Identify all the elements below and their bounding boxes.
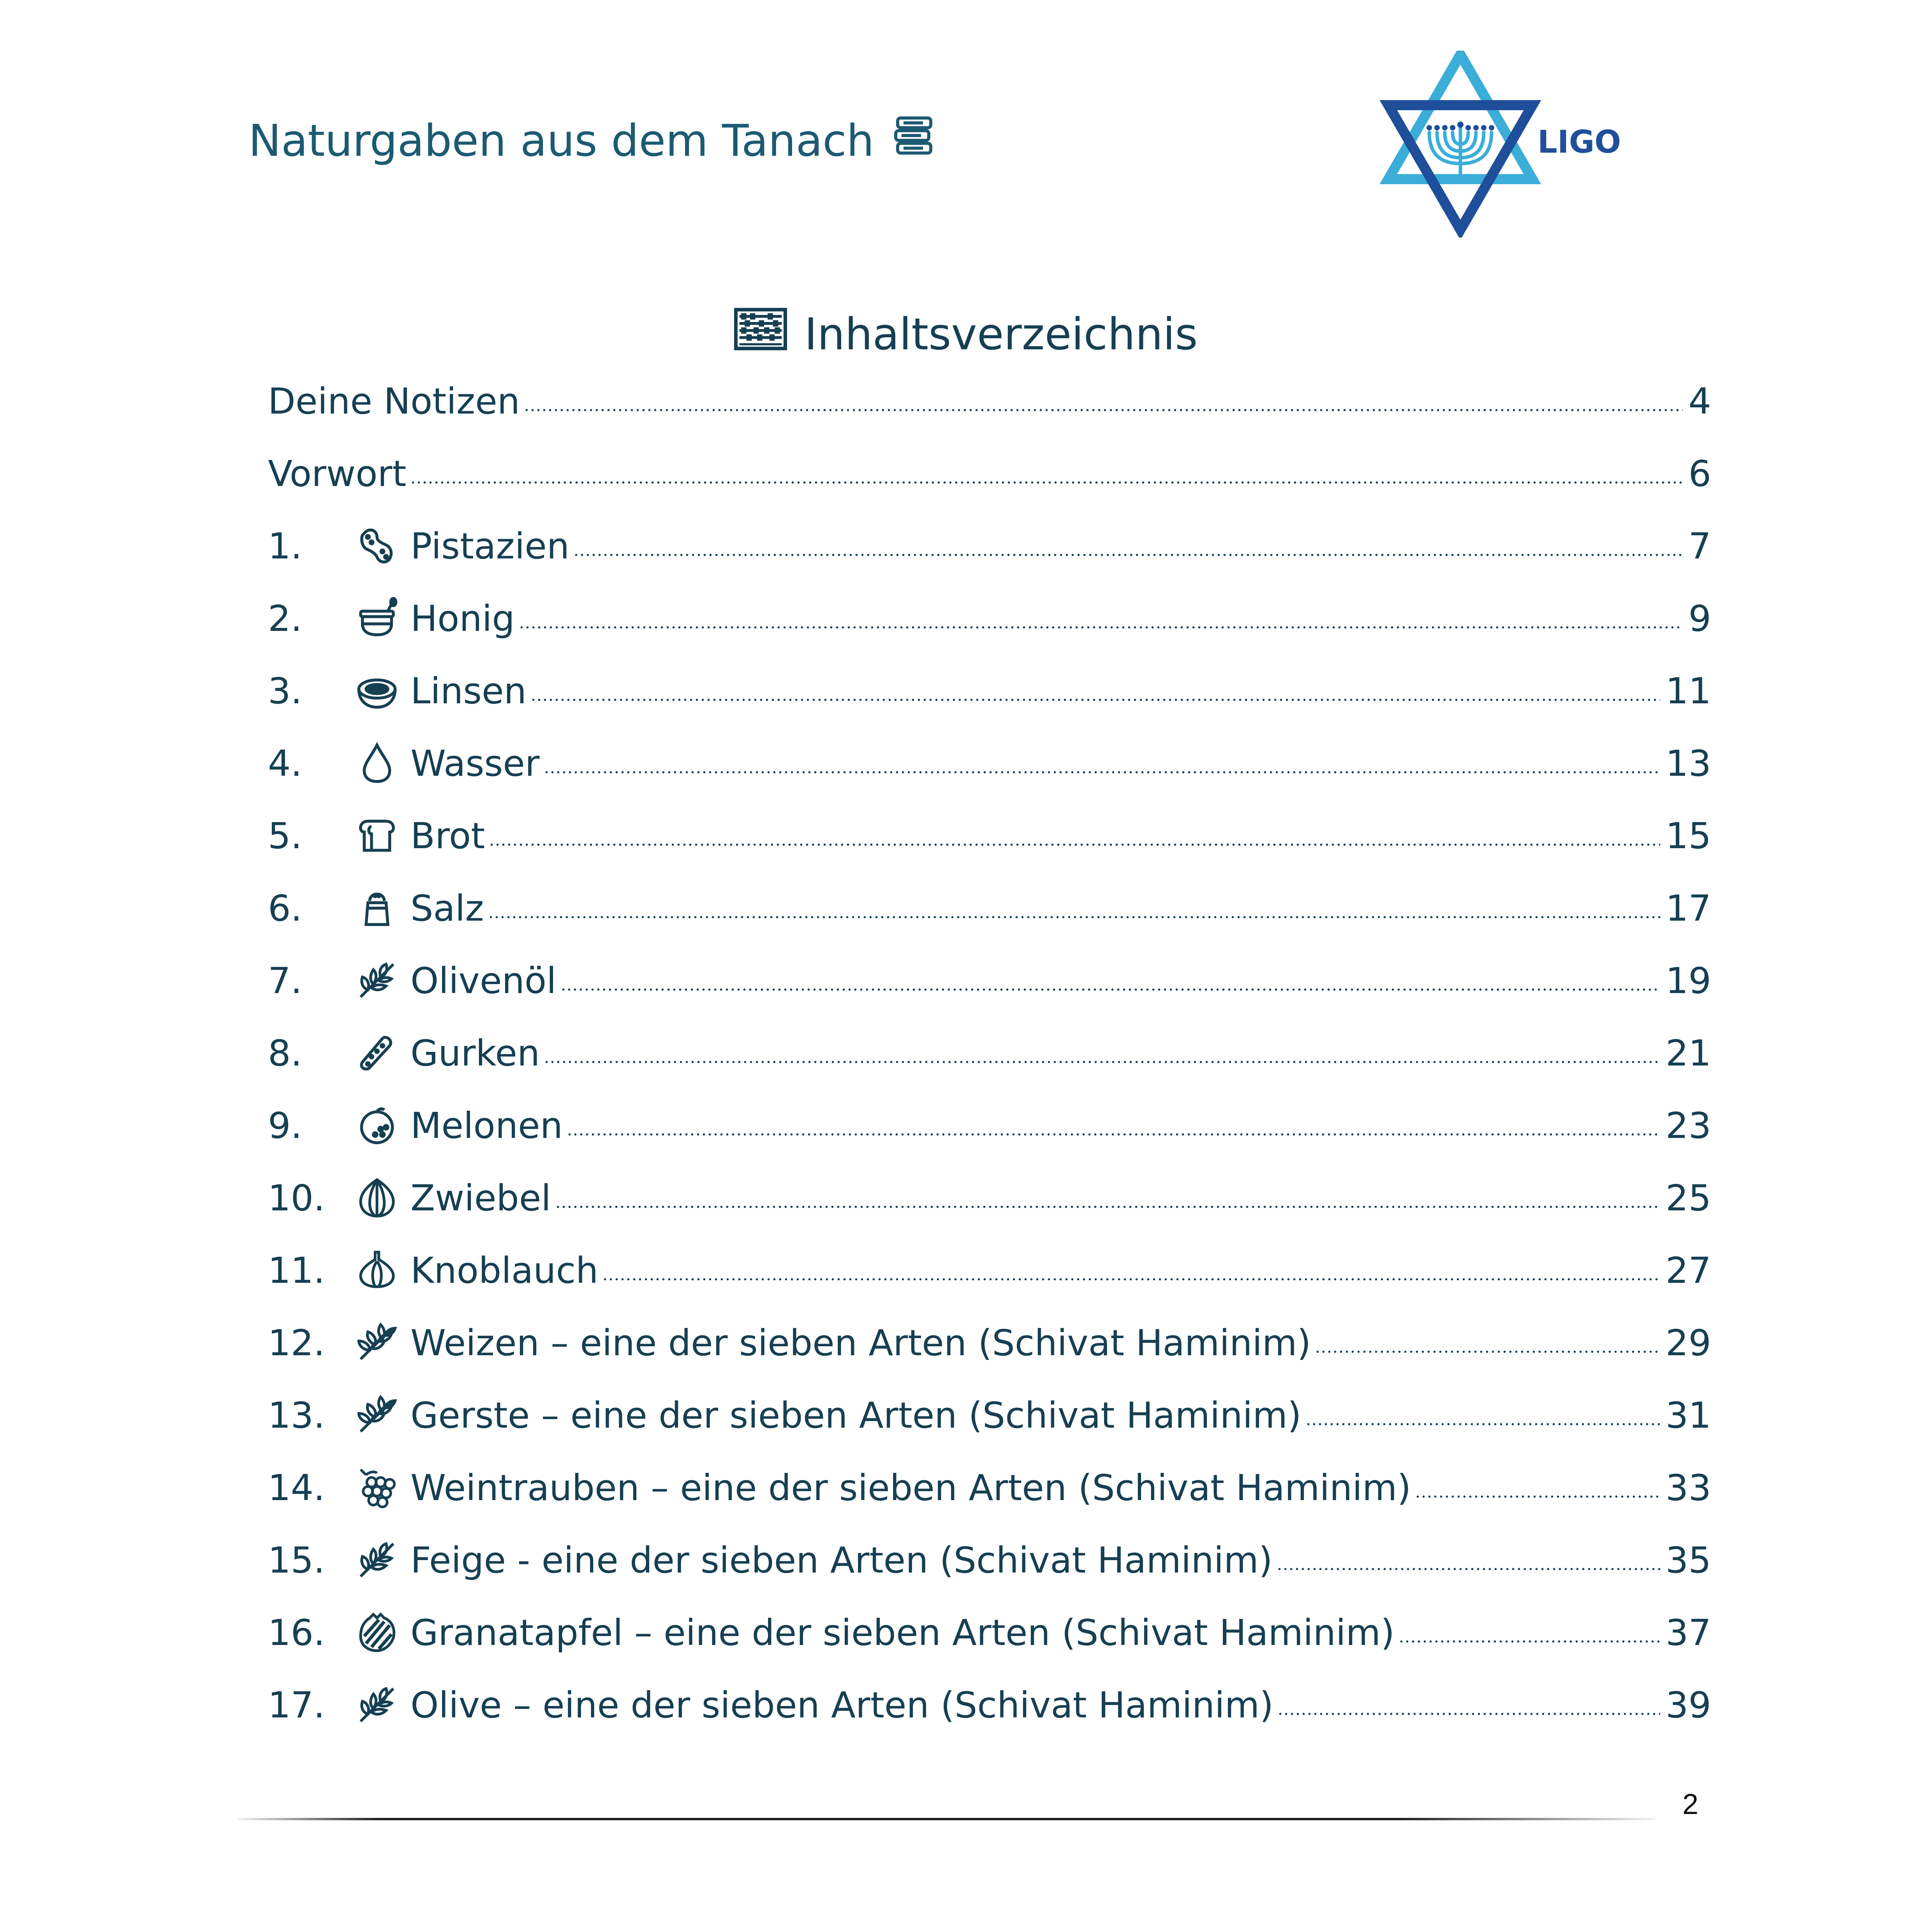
toc-dot-leader: [530, 699, 1660, 701]
toc-entry-label: Feige - eine der sieben Arten (Schivat Haminim): [410, 1539, 1273, 1581]
toc-dot-leader: [1305, 1423, 1660, 1425]
toc-entry[interactable]: [268, 732, 1711, 794]
toc-entry-label: Olivenöl: [410, 960, 557, 1002]
toc-entry-label: Weizen – eine der sieben Arten (Schivat Haminim): [410, 1322, 1311, 1364]
toc-heading-text: Inhaltsverzeichnis: [804, 309, 1198, 360]
toc-entry[interactable]: [268, 1022, 1711, 1084]
toc-entry-number: 16.: [268, 1611, 325, 1654]
toc-entry-page: 4: [1688, 380, 1711, 422]
toc-dot-leader: [567, 1133, 1660, 1136]
toc-entry-number: 11.: [268, 1249, 325, 1291]
wheat-icon: [354, 1392, 400, 1439]
toc-dot-leader: [1277, 1713, 1660, 1715]
toc-entry[interactable]: [268, 370, 1711, 432]
toc-entry-page: 19: [1665, 960, 1711, 1002]
toc-entry[interactable]: [268, 1167, 1711, 1229]
wheat-icon: [354, 1319, 400, 1366]
toc-dot-leader: [1315, 1351, 1660, 1353]
toc-entry-number: 2.: [268, 597, 302, 639]
toc-entry[interactable]: [268, 587, 1711, 650]
toc-entry-page: 9: [1688, 597, 1711, 639]
toc-entry-number: 17.: [268, 1684, 325, 1726]
toc-entry-number: 12.: [268, 1322, 325, 1364]
toc-entry-number: 9.: [268, 1104, 302, 1147]
toc-dot-leader: [602, 1278, 1660, 1280]
toc-entry-number: 15.: [268, 1539, 325, 1581]
toc-entry[interactable]: [268, 1674, 1711, 1736]
toc-entry[interactable]: [268, 442, 1711, 505]
toc-entry[interactable]: [268, 1239, 1711, 1302]
toc-entry-page: 15: [1665, 815, 1711, 857]
garlic-icon: [354, 1247, 400, 1294]
toc-dot-leader: [519, 626, 1683, 629]
toc-dot-leader: [1398, 1640, 1660, 1643]
toc-entry-number: 4.: [268, 742, 302, 784]
toc-entry-page: 35: [1665, 1539, 1711, 1581]
toc-entry-page: 25: [1665, 1177, 1711, 1219]
toc-entry[interactable]: [268, 949, 1711, 1012]
toc-dot-leader: [524, 409, 1683, 411]
toc-entry-label: Pistazien: [410, 525, 570, 567]
toc-entry-label: Gerste – eine der sieben Arten (Schivat Haminim): [410, 1394, 1302, 1436]
onion-icon: [354, 1175, 400, 1221]
star-of-david-menorah-logo: [1379, 51, 1620, 238]
water-drop-icon: [354, 740, 400, 787]
toc-dot-leader: [544, 771, 1660, 773]
toc-entry-page: 6: [1688, 453, 1711, 495]
toc-dot-leader: [1415, 1495, 1660, 1498]
toc-entry-page: 37: [1665, 1611, 1711, 1654]
toc-entry-page: 33: [1665, 1467, 1711, 1509]
peanut-icon: [354, 523, 400, 569]
soup-bowl-icon: [354, 667, 400, 714]
toc-entry-label: Brot: [410, 815, 485, 857]
toc-entry-number: 1.: [268, 525, 302, 567]
toc-entry-label: Wasser: [410, 742, 540, 784]
toc-entry-label: Linsen: [410, 670, 527, 712]
toc-entry-label: Melonen: [410, 1104, 563, 1147]
toc-entry[interactable]: [268, 1601, 1711, 1664]
toc-entry-page: 39: [1665, 1684, 1711, 1726]
toc-entry-page: 13: [1665, 742, 1711, 784]
toc-dot-leader: [489, 844, 1660, 846]
toc-dot-leader: [555, 1206, 1660, 1208]
toc-entry-label: Granatapfel – eine der sieben Arten (Schivat Haminim): [410, 1611, 1395, 1654]
toc-entry[interactable]: [268, 1312, 1711, 1374]
grapes-icon: [354, 1464, 400, 1511]
document-title: Naturgaben aus dem Tanach: [248, 115, 874, 166]
toc-dot-leader: [1277, 1568, 1660, 1570]
toc-entry-page: 31: [1665, 1394, 1711, 1436]
toc-entry-page: 23: [1665, 1104, 1711, 1147]
bread-loaf-icon: [354, 812, 400, 859]
toc-entry-page: 27: [1665, 1249, 1711, 1291]
toc-entry[interactable]: [268, 1384, 1711, 1446]
toc-entry-page: 17: [1665, 887, 1711, 929]
toc-entry-label: Gurken: [410, 1032, 540, 1074]
toc-dot-leader: [573, 554, 1683, 556]
toc-entry[interactable]: [268, 805, 1711, 867]
toc-entry[interactable]: [268, 877, 1711, 939]
toc-entry-label: Vorwort: [268, 453, 407, 495]
toc-entry-page: 7: [1688, 525, 1711, 567]
toc-entry-page: 21: [1665, 1032, 1711, 1074]
toc-entry-number: 13.: [268, 1394, 325, 1436]
books-stack-icon: [890, 112, 937, 169]
toc-entry-label: Weintrauben – eine der sieben Arten (Schivat Haminim): [410, 1467, 1411, 1509]
toc-entry[interactable]: [268, 1529, 1711, 1591]
toc-dot-leader: [544, 1061, 1660, 1063]
toc-entry-page: 29: [1665, 1322, 1711, 1364]
toc-entry[interactable]: [268, 1094, 1711, 1157]
logo-text: LIGO: [1537, 124, 1620, 160]
honey-pot-icon: [354, 595, 400, 642]
olive-branch-icon: [354, 1682, 400, 1728]
olive-branch-icon: [354, 1537, 400, 1583]
toc-entry-label: Knoblauch: [410, 1249, 599, 1291]
olive-branch-icon: [354, 957, 400, 1004]
document-header: [248, 112, 937, 169]
toc-entry-number: 8.: [268, 1032, 302, 1074]
toc-entry-label: Zwiebel: [410, 1177, 551, 1219]
toc-entry-label: Salz: [410, 887, 484, 929]
pomegranate-icon: [354, 1609, 400, 1656]
toc-entry[interactable]: [268, 1456, 1711, 1519]
toc-entry-label: Deine Notizen: [268, 380, 520, 422]
toc-entry-number: 6.: [268, 887, 302, 929]
toc-dot-leader: [488, 916, 1660, 918]
toc-entry-number: 7.: [268, 960, 302, 1002]
toc-entry-label: Honig: [410, 597, 515, 639]
toc-dot-leader: [560, 988, 1660, 991]
toc-entry[interactable]: [268, 515, 1711, 577]
toc-entry-number: 14.: [268, 1467, 325, 1509]
toc-entry-number: 3.: [268, 670, 302, 712]
toc-entry-page: 11: [1665, 670, 1711, 712]
toc-entry-number: 5.: [268, 815, 302, 857]
page-number: 2: [1682, 1788, 1699, 1820]
abacus-icon: [734, 308, 787, 361]
toc-dot-leader: [410, 481, 1683, 484]
toc-entry[interactable]: [268, 660, 1711, 722]
melon-icon: [354, 1102, 400, 1149]
footer-divider: [238, 1818, 1655, 1820]
toc-entry-label: Olive – eine der sieben Arten (Schivat Haminim): [410, 1684, 1274, 1726]
toc-entry-number: 10.: [268, 1177, 325, 1219]
salt-shaker-icon: [354, 885, 400, 932]
cucumber-icon: [354, 1030, 400, 1076]
toc-heading: [0, 308, 1932, 361]
